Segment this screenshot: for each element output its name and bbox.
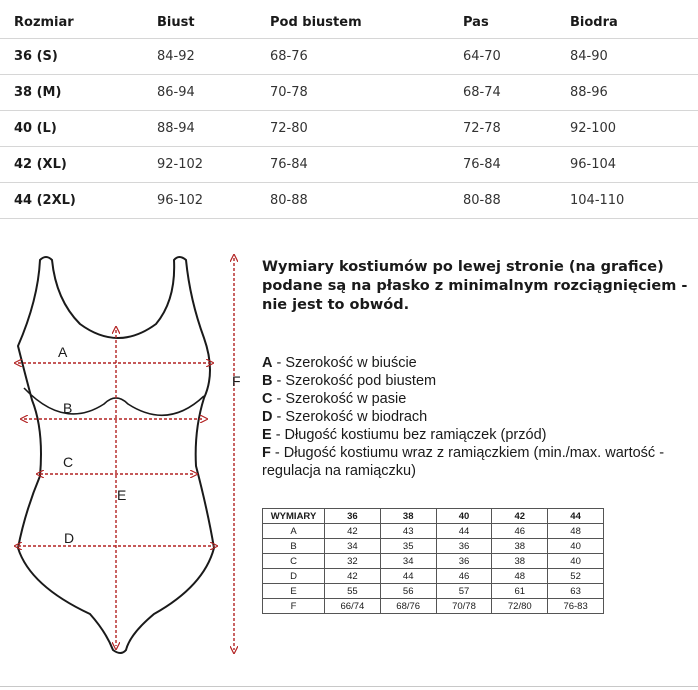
table-cell: 61 [492,584,548,599]
underbust-cell: 68-76 [270,39,463,75]
underbust-cell: 72-80 [270,111,463,147]
waist-cell: 68-74 [463,75,570,111]
table-cell: 68/76 [380,599,436,614]
header-cell: WYMIARY [263,509,325,524]
table-cell: 70/78 [436,599,492,614]
table-cell: 43 [380,524,436,539]
table-row [0,147,698,183]
table-cell: 72/80 [492,599,548,614]
bust-cups-line [24,388,204,415]
size-cell: 44 (2XL) [0,183,157,219]
legend-text: - Szerokość pod biustem [272,373,437,389]
table-cell: F [263,599,325,614]
table-cell: B [263,539,325,554]
legend-key: C [262,391,273,407]
header-cell: 36 [325,509,381,524]
size-cell: 36 (S) [0,39,157,75]
hips-cell: 104-110 [570,183,698,219]
bust-cell: 84-92 [157,39,270,75]
legend-item [262,390,682,408]
table-cell: 55 [325,584,381,599]
size-cell: 40 (L) [0,111,157,147]
table-cell: 34 [325,539,381,554]
legend-key: D [262,409,273,425]
legend-text: - Długość kostiumu wraz z ramiączkiem (min./max. wartość - regulacja na ramiączku) [262,445,665,479]
header-cell: 38 [380,509,436,524]
table-cell: 76-83 [548,599,604,614]
intro-text: Wymiary kostiumów po lewej stronie (na grafice) podane są na płasko z minimalnym rozciągnięciem - nie jest to obwód. [262,259,688,313]
waist-cell: 72-78 [463,111,570,147]
table-cell: 38 [492,554,548,569]
table-cell: C [263,554,325,569]
table-cell: 46 [492,524,548,539]
table-cell: D [263,569,325,584]
table-cell: 40 [548,554,604,569]
legend-text: - Szerokość w biodrach [272,409,428,425]
swimsuit-diagram [0,236,258,676]
label-d: D [64,530,75,546]
table-cell: 48 [492,569,548,584]
table-cell: A [263,524,325,539]
size-cell: 38 (M) [0,75,157,111]
waist-cell: 64-70 [463,39,570,75]
table-row [263,539,604,554]
table-cell: 44 [380,569,436,584]
header-underbust: Pod biustem [270,6,463,39]
table-cell: 46 [436,569,492,584]
measurement-legend [262,354,682,480]
legend-item [262,372,682,390]
legend-text: - Długość kostiumu bez ramiączek (przód) [271,427,547,443]
legend-key: E [262,427,272,443]
table-row [0,75,698,111]
legend-key: F [262,445,271,461]
bust-cell: 92-102 [157,147,270,183]
label-b: B [63,400,73,416]
table-cell: 56 [380,584,436,599]
legend-item [262,444,682,480]
label-c: C [63,454,74,470]
table-row [263,524,604,539]
measurements-header-row [263,509,604,524]
header-waist: Pas [463,6,570,39]
table-row [0,111,698,147]
table-cell: 44 [436,524,492,539]
size-cell: 42 (XL) [0,147,157,183]
legend-item [262,354,682,372]
table-cell: 57 [436,584,492,599]
table-row [263,554,604,569]
table-cell: 42 [325,569,381,584]
hips-cell: 84-90 [570,39,698,75]
table-cell: 35 [380,539,436,554]
header-size: Rozmiar [0,6,157,39]
table-cell: 34 [380,554,436,569]
legend-text: - Szerokość w pasie [272,391,407,407]
table-cell: 32 [325,554,381,569]
bust-cell: 88-94 [157,111,270,147]
table-row [263,569,604,584]
waist-cell: 76-84 [463,147,570,183]
bust-cell: 96-102 [157,183,270,219]
header-hips: Biodra [570,6,698,39]
table-row [0,39,698,75]
size-chart-table [0,6,698,219]
legend-text: - Szerokość w biuście [272,355,417,371]
table-cell: 38 [492,539,548,554]
underbust-cell: 76-84 [270,147,463,183]
underbust-cell: 70-78 [270,75,463,111]
underbust-cell: 80-88 [270,183,463,219]
bottom-divider [0,686,698,687]
hips-cell: 96-104 [570,147,698,183]
table-row [263,584,604,599]
table-row [0,183,698,219]
table-cell: 36 [436,539,492,554]
bust-cell: 86-94 [157,75,270,111]
table-cell: 40 [548,539,604,554]
table-cell: 66/74 [325,599,381,614]
label-e: E [117,487,127,503]
waist-cell: 80-88 [463,183,570,219]
size-chart-header-row [0,6,698,39]
header-cell: 44 [548,509,604,524]
hips-cell: 88-96 [570,75,698,111]
label-f: F [232,373,241,389]
table-cell: 52 [548,569,604,584]
table-row [263,599,604,614]
table-cell: 42 [325,524,381,539]
table-cell: 48 [548,524,604,539]
measurements-table [262,508,604,614]
header-bust: Biust [157,6,270,39]
hips-cell: 92-100 [570,111,698,147]
label-a: A [58,344,68,360]
legend-item [262,426,682,444]
table-cell: E [263,584,325,599]
legend-key: A [262,355,273,371]
table-cell: 63 [548,584,604,599]
header-cell: 42 [492,509,548,524]
header-cell: 40 [436,509,492,524]
table-cell: 36 [436,554,492,569]
legend-item [262,408,682,426]
legend-key: B [262,373,273,389]
